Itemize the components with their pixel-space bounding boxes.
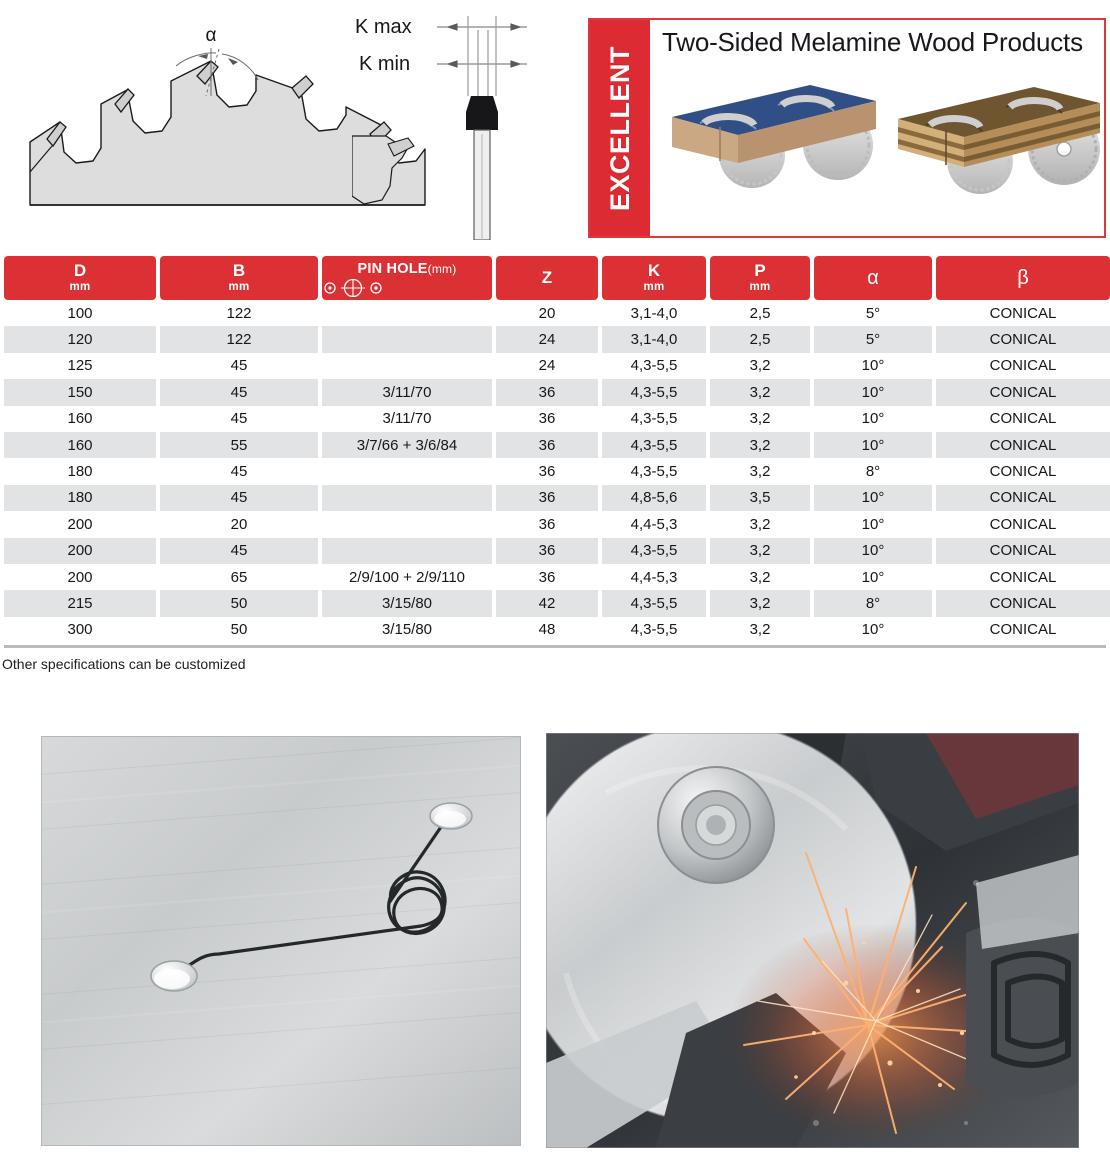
table-note: Other specifications can be customized	[2, 656, 246, 673]
table-row	[4, 353, 1110, 379]
blade-expansion-slot-photo	[41, 736, 521, 1146]
cell-pin-hole	[322, 485, 492, 511]
column-header-z	[496, 256, 598, 300]
table-row	[4, 511, 1110, 537]
column-header-b-unit: mm	[228, 280, 250, 293]
top-illustration-area	[0, 0, 1110, 248]
column-header-alpha-main: α	[867, 266, 879, 289]
table-row	[4, 485, 1110, 511]
cell-beta: CONICAL	[936, 353, 1110, 379]
cell-k: 4,3-5,5	[602, 458, 706, 484]
column-header-pin-hole-main	[358, 261, 457, 277]
pin-hole-icon	[322, 279, 384, 297]
cell-alpha: 8°	[814, 590, 932, 616]
cell-z: 20	[496, 300, 598, 326]
pin-hole-text: PIN HOLE	[357, 260, 428, 277]
cell-b: 45	[160, 353, 318, 379]
cell-d: 200	[4, 511, 156, 537]
column-header-p-unit: mm	[749, 280, 771, 293]
carbide-tip-black	[466, 96, 498, 130]
kerf-cross-section-icon	[352, 8, 567, 240]
cell-z: 36	[496, 511, 598, 537]
cell-z: 36	[496, 485, 598, 511]
table-row	[4, 326, 1110, 352]
cell-z: 42	[496, 590, 598, 616]
column-header-d-main: D	[73, 260, 87, 280]
cell-k: 4,3-5,5	[602, 406, 706, 432]
cell-alpha: 10°	[814, 511, 932, 537]
specification-table-wrapper	[0, 256, 1110, 680]
cell-k: 4,3-5,5	[602, 590, 706, 616]
blade-cutting-sparks-icon	[546, 733, 1079, 1148]
cell-b: 55	[160, 432, 318, 458]
cell-b: 45	[160, 379, 318, 405]
cell-k: 4,4-5,3	[602, 564, 706, 590]
cell-p: 2,5	[710, 300, 810, 326]
cell-k: 4,3-5,5	[602, 617, 706, 643]
table-row	[4, 617, 1110, 643]
k-max-label: K max	[355, 16, 412, 38]
table-note-holder	[0, 656, 1110, 680]
column-header-alpha	[814, 256, 932, 300]
cell-beta: CONICAL	[936, 564, 1110, 590]
table-header-row	[4, 256, 1110, 300]
excellent-tab	[590, 20, 650, 236]
table-row	[4, 538, 1110, 564]
k-min-label: K min	[359, 53, 411, 75]
table-row	[4, 564, 1110, 590]
column-header-beta	[936, 256, 1110, 300]
cell-alpha: 10°	[814, 617, 932, 643]
cell-beta: CONICAL	[936, 379, 1110, 405]
excellent-title: Two-Sided Melamine Wood Products	[662, 27, 1083, 57]
cell-pin-hole	[322, 538, 492, 564]
cell-pin-hole	[322, 458, 492, 484]
cell-alpha: 10°	[814, 485, 932, 511]
cell-z: 36	[496, 458, 598, 484]
cell-p: 2,5	[710, 326, 810, 352]
cell-p: 3,2	[710, 406, 810, 432]
layered-wood-board	[898, 87, 1100, 194]
column-header-k	[602, 256, 706, 300]
cell-b: 45	[160, 406, 318, 432]
cell-d: 100	[4, 300, 156, 326]
cell-pin-hole: 3/11/70	[322, 406, 492, 432]
excellent-illustrations	[660, 57, 1104, 236]
cell-d: 120	[4, 326, 156, 352]
cell-beta: CONICAL	[936, 458, 1110, 484]
cell-b: 50	[160, 590, 318, 616]
column-header-k-unit: mm	[643, 280, 665, 293]
cell-p: 3,2	[710, 564, 810, 590]
column-header-beta-main: β	[1017, 266, 1029, 289]
cell-z: 36	[496, 406, 598, 432]
cell-p: 3,2	[710, 353, 810, 379]
table-bottom-rule-holder	[0, 645, 1110, 648]
cell-beta: CONICAL	[936, 485, 1110, 511]
cell-beta: CONICAL	[936, 300, 1110, 326]
cell-beta: CONICAL	[936, 432, 1110, 458]
cell-alpha: 10°	[814, 564, 932, 590]
motor-vents	[966, 855, 1079, 1097]
table-body	[4, 300, 1110, 643]
cell-beta: CONICAL	[936, 538, 1110, 564]
cell-d: 125	[4, 353, 156, 379]
cell-z: 36	[496, 538, 598, 564]
cell-z: 36	[496, 432, 598, 458]
cell-b: 122	[160, 300, 318, 326]
kerf-dimension-diagram	[352, 8, 567, 240]
cell-beta: CONICAL	[936, 590, 1110, 616]
cell-pin-hole: 3/15/80	[322, 617, 492, 643]
blade-cutting-sparks-photo	[546, 733, 1079, 1148]
cell-pin-hole	[322, 511, 492, 537]
cell-z: 24	[496, 326, 598, 352]
pin-hole-unit: (mm)	[427, 261, 457, 276]
cell-alpha: 10°	[814, 353, 932, 379]
cell-pin-hole: 2/9/100 + 2/9/110	[322, 564, 492, 590]
column-header-d-unit: mm	[69, 280, 91, 293]
alpha-angle-label: α	[205, 25, 217, 46]
excellent-body	[650, 20, 1110, 236]
cell-d: 200	[4, 564, 156, 590]
cell-k: 3,1-4,0	[602, 300, 706, 326]
table-row	[4, 458, 1110, 484]
cell-p: 3,2	[710, 432, 810, 458]
table-header	[4, 256, 1110, 300]
column-header-pin-hole	[322, 256, 492, 300]
cell-p: 3,2	[710, 458, 810, 484]
table-row	[4, 406, 1110, 432]
cell-beta: CONICAL	[936, 326, 1110, 352]
cell-b: 45	[160, 458, 318, 484]
cell-beta: CONICAL	[936, 511, 1110, 537]
material-illustrations-icon	[660, 57, 1104, 207]
cell-pin-hole	[322, 353, 492, 379]
cell-z: 24	[496, 353, 598, 379]
cell-alpha: 10°	[814, 406, 932, 432]
cell-d: 200	[4, 538, 156, 564]
cell-k: 4,8-5,6	[602, 485, 706, 511]
cell-d: 150	[4, 379, 156, 405]
cell-alpha: 5°	[814, 326, 932, 352]
cell-alpha: 5°	[814, 300, 932, 326]
cell-p: 3,2	[710, 538, 810, 564]
cell-b: 45	[160, 538, 318, 564]
cell-b: 65	[160, 564, 318, 590]
table-row	[4, 590, 1110, 616]
cell-b: 20	[160, 511, 318, 537]
cell-pin-hole: 3/15/80	[322, 590, 492, 616]
cell-k: 4,3-5,5	[602, 538, 706, 564]
column-header-d	[4, 256, 156, 300]
cell-k: 4,3-5,5	[602, 379, 706, 405]
cell-alpha: 10°	[814, 379, 932, 405]
cell-d: 160	[4, 432, 156, 458]
excellent-banner	[588, 18, 1106, 238]
cell-k: 4,4-5,3	[602, 511, 706, 537]
cell-z: 48	[496, 617, 598, 643]
cell-b: 122	[160, 326, 318, 352]
cell-p: 3,2	[710, 511, 810, 537]
cell-d: 215	[4, 590, 156, 616]
cell-d: 180	[4, 458, 156, 484]
cell-z: 36	[496, 564, 598, 590]
cell-beta: CONICAL	[936, 406, 1110, 432]
column-header-b	[160, 256, 318, 300]
column-header-p	[710, 256, 810, 300]
cell-pin-hole: 3/7/66 + 3/6/84	[322, 432, 492, 458]
cell-k: 4,3-5,5	[602, 432, 706, 458]
melamine-blue-board	[672, 85, 876, 188]
cell-p: 3,5	[710, 485, 810, 511]
cell-alpha: 8°	[814, 458, 932, 484]
column-header-z-main: Z	[541, 268, 553, 288]
table-row	[4, 432, 1110, 458]
cell-pin-hole	[322, 300, 492, 326]
cell-alpha: 10°	[814, 432, 932, 458]
cell-p: 3,2	[710, 617, 810, 643]
cell-b: 50	[160, 617, 318, 643]
cell-d: 160	[4, 406, 156, 432]
cell-k: 4,3-5,5	[602, 353, 706, 379]
column-header-k-main: K	[647, 260, 661, 280]
cell-p: 3,2	[710, 590, 810, 616]
cell-b: 45	[160, 485, 318, 511]
cell-pin-hole: 3/11/70	[322, 379, 492, 405]
cell-pin-hole	[322, 326, 492, 352]
column-header-b-main: B	[232, 260, 246, 280]
table-row	[4, 300, 1110, 326]
cell-k: 3,1-4,0	[602, 326, 706, 352]
blade-expansion-slot-icon	[41, 736, 521, 1146]
table-bottom-rule	[4, 645, 1106, 648]
cell-p: 3,2	[710, 379, 810, 405]
specification-table	[0, 256, 1110, 643]
cell-alpha: 10°	[814, 538, 932, 564]
excellent-tab-label: EXCELLENT	[604, 45, 635, 211]
cell-beta: CONICAL	[936, 617, 1110, 643]
cell-d: 300	[4, 617, 156, 643]
cell-d: 180	[4, 485, 156, 511]
cell-z: 36	[496, 379, 598, 405]
column-header-p-main: P	[754, 260, 766, 280]
table-row	[4, 379, 1110, 405]
